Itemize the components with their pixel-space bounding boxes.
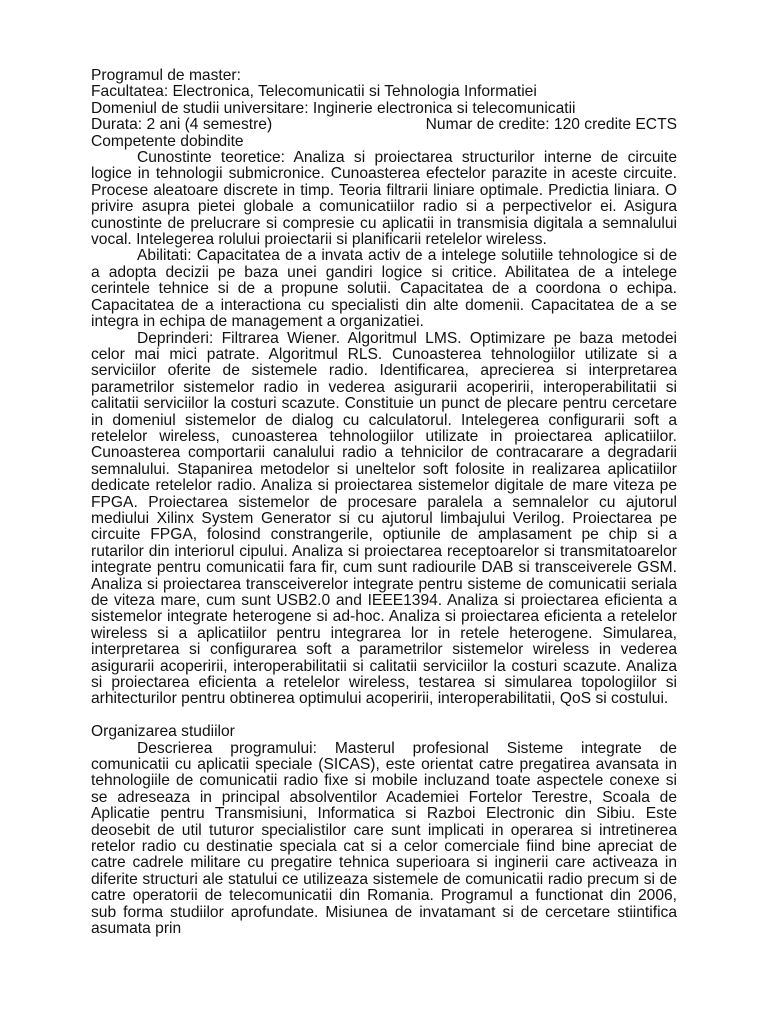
duration-text: Durata: 2 ani (4 semestre) — [91, 116, 273, 134]
faculty-line: Facultatea: Electronica, Telecomunicatii si Tehnologia Informatiei — [91, 83, 537, 101]
skills-paragraph: Deprinderi: Filtrarea Wiener. Algoritmul LMS. Optimizare pe baza metodei celor mai mici patrate. Algoritmul RLS. Cunoasterea tehnologiilor utilizate si a serviciilor oferite de sistemele radio. Identificarea, aprecierea si interpretarea parametrilor sistemelor radio in vederea asigurarii acoperirii, interoperabilitatii si calitatii serviciilor la costuri scazute. Constituie un punct de plecare pentru cercetare in domeniul sistemelor de dialog cu calculatorul. Intelegerea configurarii soft a retelelor wireless, cunoasterea tehnologiilor utilizate in proiectarea aplicatiilor. Cunoasterea comportarii canalului radio a tehnicilor de contracarare a degradarii semnalului. Stapanirea metodelor si uneltelor soft folosite in realizarea aplicatiilor dedicate retelelor radio. Analiza si proiectarea sistemelor digitale de mare viteza pe FPGA. Proiectarea sistemelor de procesare paralela a semnalelor cu ajutorul mediului Xilinx System Generator si cu ajutorul limbajului Verilog. Proiectarea pe circuite FPGA, folosind constrangerile, optiunile de amplasament pe chip si a rutarilor din interiorul cipului. Analiza si proiectarea receptoarelor si transmitatoarelor integrate pentru comunicatii fara fir, cum sunt radiourile DAB si transceiverele GSM. Analiza si proiectarea transceiverelor integrate pentru sisteme de comunicatii seriala de viteza mare, cum sunt USB2.0 and IEEE1394. Analiza si proiectarea eficienta a sistemelor integrate heterogene si ad-hoc. Analiza si proiectarea eficienta a retelelor wireless si a aplicatiilor pentru integrarea lor in retele heterogene. Simularea, interpretarea si configurarea soft a parametrilor sistemelor wireless in vederea asigurarii acoperirii, interoperabilitatii si calitatii serviciilor la costuri scazute. Analiza si proiectarea eficienta a retelelor wireless, testarea si simularea topologiilor si arhitecturilor pentru obtinerea optimului acoperirii, interoperabilitatii, QoS si costului. — [91, 329, 677, 708]
document-body — [91, 68, 677, 938]
study-organization-heading: Organizarea studiilor — [91, 723, 235, 741]
program-description-paragraph: Descrierea programului: Masterul profesional Sisteme integrate de comunicatii cu aplicatii speciale (SICAS), este orientat catre pregatirea avansata in tehnologiile de comunicatii radio fixe si mobile incluzand toate aspectele conexe si se adreseaza in principal absolventilor Academiei Fortelor Terestre, Scoala de Aplicatie pentru Transmisiuni, Informatica si Razboi Electronic din Sibiu. Este deosebit de util tuturor specialistilor care sunt implicati in operarea si intretinerea retelor radio cu destinatie speciala cat si a celor comerciale fiind bine apreciat de catre cadrele militare cu pregatire tehnica superioara si inginerii care activeaza in diferite structuri ale statului ce utilizeaza sistemele de comunicatii radio precum si de catre operatorii de telecomunicatii din Romania. Programul a functionat din 2006, sub forma studiilor aprofundate. Misiunea de invatamant si de cercetare stiintifica asumata prin — [91, 739, 677, 938]
duration-credits-row — [91, 117, 677, 133]
credits-text: Numar de credite: 120 credite ECTS — [425, 116, 677, 134]
paragraph-spacer — [91, 708, 677, 724]
abilities-paragraph: Abilitati: Capacitatea de a invata activ de a intelege solutiile tehnologice si de a adopta decizii pe baza unei gandiri logice si critice. Abilitatea de a intelege cerintele tehnice si de a propune solutii. Capacitatea de a coordona o echipa. Capacitatea de a interactiona cu specialisti din alte domenii. Capacitatea de a se integra in echipa de management a organizatiei. — [91, 247, 677, 331]
theoretical-knowledge-paragraph: Cunostinte teoretice: Analiza si proiectarea structurilor interne de circuite logice in tehnologii submicronice. Cunoasterea efectelor parazite in aceste circuite. Procese aleatoare discrete in timp. Teoria filtrarii liniare optimale. Predictia liniara. O privire asupra pietei globale a comunicatiilor radio si a perpectivelor ei. Asigura cunostinte de prelucrare si compresie cu aplicatii in transmisia digitala a semnalului vocal. Intelegerea rolului proiectarii si planificarii retelelor wireless. — [91, 149, 677, 249]
program-heading: Programul de master: — [91, 67, 241, 84]
competences-heading: Competente dobindite — [91, 132, 244, 150]
study-domain-line: Domeniul de studii universitare: Inginerie electronica si telecomunicatii — [91, 99, 576, 117]
